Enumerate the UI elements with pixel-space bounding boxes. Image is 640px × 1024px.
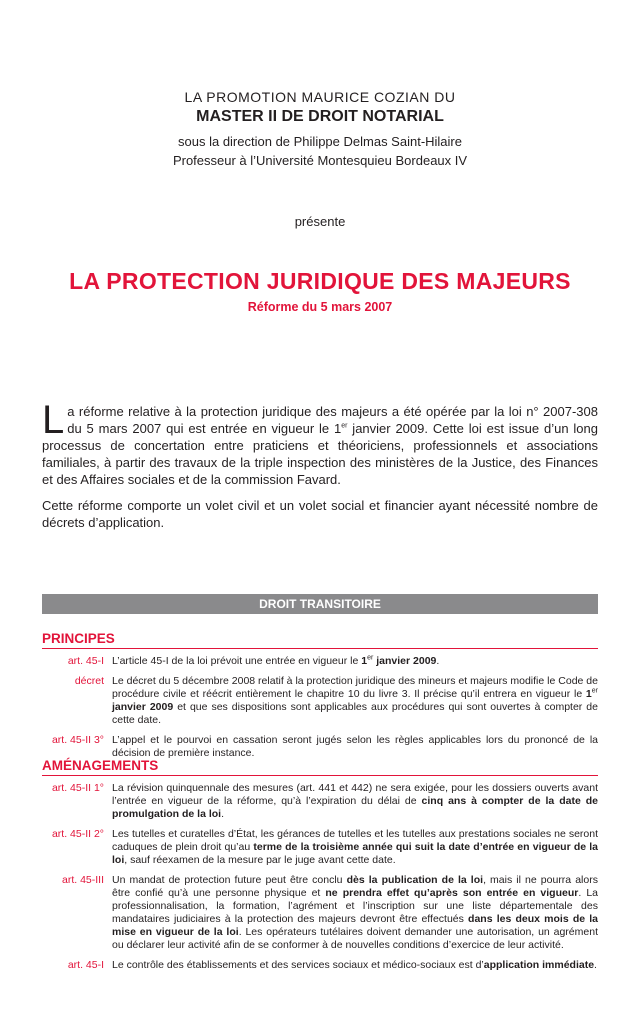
amenagements-list bbox=[42, 782, 598, 979]
intro-paragraph-1: La réforme relative à la protection juridique des majeurs a été opérée par la loi n° 2007-308 du 5 mars 2007 qui est entrée en vigueur le 1er janvier 2009. Cette loi est issue d’un long processus de concertation entre praticiens et théoriciens, professionnels et associations familiales, à partir des travaux de la triple inspection des ministères de la Justice, des Finances et des Affaires sociales et de la commission Favard. bbox=[42, 398, 598, 487]
presente-text: présente bbox=[294, 214, 346, 229]
entry-text: L’appel et le pourvoi en cassation seront jugés selon les règles applicables lors du prononcé de la décision de première instance. bbox=[112, 734, 598, 759]
page-title: LA PROTECTION JURIDIQUE DES MAJEURS bbox=[69, 268, 571, 294]
article-ref: art. 45-I bbox=[67, 655, 104, 667]
master-title: MASTER II DE DROIT NOTARIAL bbox=[196, 108, 444, 125]
direction-line: sous la direction de Philippe Delmas Saint-Hilaire bbox=[178, 134, 462, 149]
promotion-line: LA PROMOTION MAURICE COZIAN DU bbox=[184, 89, 456, 105]
document-header bbox=[0, 88, 640, 170]
article-ref: art. 45-III bbox=[61, 874, 104, 886]
article-ref: art. 45-II 1° bbox=[51, 782, 104, 794]
entry-text: Le contrôle des établissements et des services sociaux et médico-sociaux est d’application immédiate. bbox=[112, 959, 597, 971]
intro-paragraph-2: Cette réforme comporte un volet civil et un volet social et financier ayant nécessité nombre de décrets d’application. bbox=[42, 498, 598, 530]
list-item bbox=[42, 655, 598, 668]
intro-section bbox=[42, 398, 598, 531]
entry-text: Un mandat de protection future peut être conclu dès la publication de la loi, mais il ne pourra alors être confié qu’à une personne physique et ne prendra effet qu’après son entrée en vigueur. La professionnalisation, la formation, l’agrément et l’inscription sur une liste départementale des mandataires judiciaires à la protection des majeurs devront être effectués dans les deux mois de la mise en vigueur de la loi. Les opérateurs tutélaires doivent demander une autorisation, un agrément ou déclarer leur activité afin de se conformer à de nouvelles conditions d’exercice de leur activité. bbox=[112, 874, 599, 951]
list-item bbox=[42, 782, 598, 821]
entry-text: Le décret du 5 décembre 2008 relatif à la protection juridique des mineurs et majeurs modifie le Code de procédure civile et réécrit entièrement le chapitre 10 du livre 3. Il précise qu’il entrera en vigueur le 1er janvier 2009 et que ses dispositions sont applicables aux procédures qui sont ouvertes à compter de cette date. bbox=[112, 675, 598, 726]
professor-line: Professeur à l’Université Montesquieu Bordeaux IV bbox=[172, 153, 468, 168]
list-item bbox=[42, 874, 598, 952]
principes-heading: PRINCIPES bbox=[42, 630, 598, 649]
entry-text: La révision quinquennale des mesures (art. 441 et 442) ne sera exigée, pour les dossiers ouverts avant l’entrée en vigueur de la réforme, qu’à l’expiration du délai de cinq ans à compter de la date de promulgation de la loi. bbox=[112, 782, 598, 820]
drop-cap: L bbox=[42, 398, 65, 442]
entry-text: Les tutelles et curatelles d’État, les gérances de tutelles et les tutelles aux prestations sociales ne seront caduques de plein droit qu’au terme de la troisième année qui suit la date d’entrée en vigueur de la loi, sauf réexamen de la mesure par le juge avant cette date. bbox=[112, 828, 599, 866]
section-banner: DROIT TRANSITOIRE bbox=[42, 594, 598, 614]
article-ref: art. 45-II 2° bbox=[51, 828, 104, 840]
list-item bbox=[42, 675, 598, 727]
article-ref: art. 45-II 3° bbox=[51, 734, 104, 746]
article-ref: décret bbox=[74, 675, 104, 687]
page-subtitle: Réforme du 5 mars 2007 bbox=[247, 300, 393, 314]
list-item bbox=[42, 828, 598, 867]
article-ref: art. 45-I bbox=[67, 959, 104, 971]
amenagements-heading: AMÉNAGEMENTS bbox=[42, 757, 598, 776]
principes-list bbox=[42, 655, 598, 767]
entry-text: L’article 45-I de la loi prévoit une entrée en vigueur le 1er janvier 2009. bbox=[112, 654, 440, 667]
list-item bbox=[42, 959, 598, 972]
